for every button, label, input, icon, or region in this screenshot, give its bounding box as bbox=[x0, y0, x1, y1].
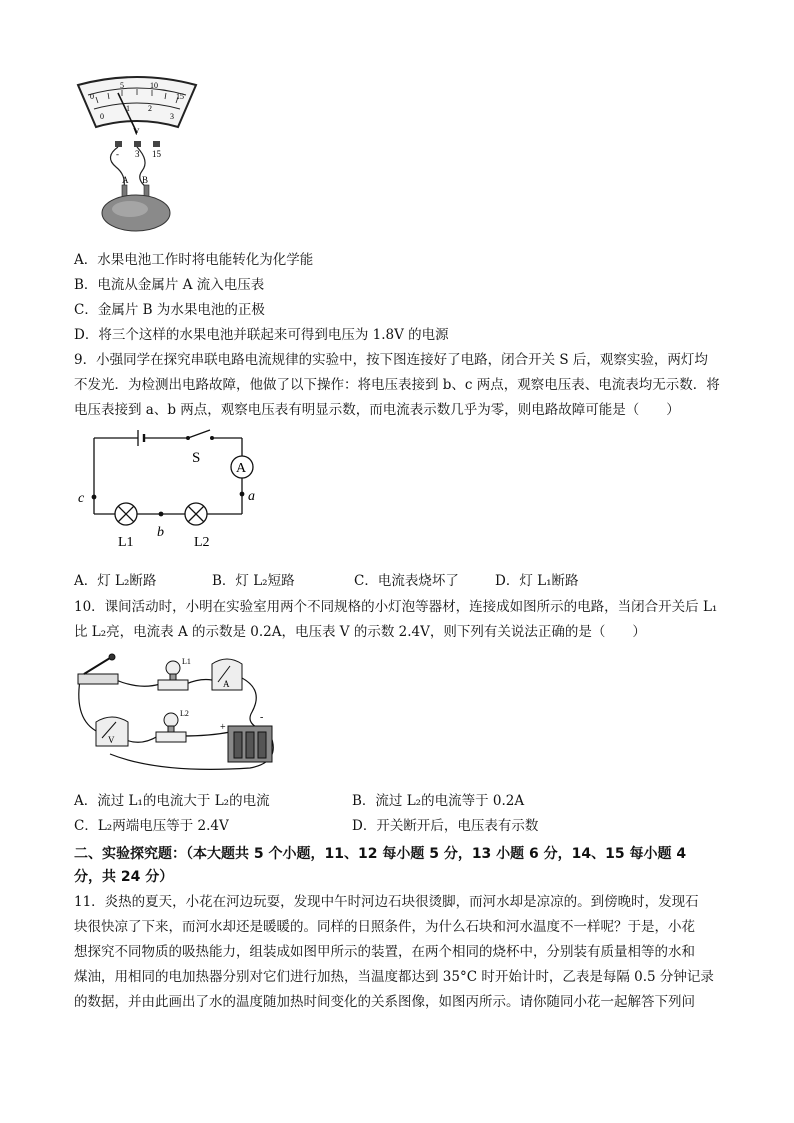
voltmeter-bottom-scale-3: 3 bbox=[170, 112, 174, 121]
battery-plus-label: + bbox=[220, 722, 226, 733]
q9-option-b: B．灯 L₂短路 bbox=[212, 573, 295, 589]
q9-stem-line-2: 不发光．为检测出电路故障，他做了以下操作：将电压表接到 b、c 两点，观察电压表、电流表均无示数．将 bbox=[74, 377, 720, 393]
q9-option-c: C．电流表烧坏了 bbox=[354, 573, 459, 589]
q10-stem-line-2: 比 L₂亮，电流表 A 的示数是 0.2A，电压表 V 的示数 2.4V，则下列有关说法正确的是（ ） bbox=[74, 624, 646, 640]
q10-option-b: B．流过 L₂的电流等于 0.2A bbox=[352, 793, 525, 809]
q9-option-a: A．灯 L₂断路 bbox=[74, 573, 157, 589]
voltmeter-top-scale-10: 10 bbox=[150, 81, 158, 90]
q11-line-5: 的数据，并由此画出了水的温度随加热时间变化的关系图像，如图丙所示。请你随同小花一起解答下列问 bbox=[74, 994, 695, 1010]
lamp-l1-label: L1 bbox=[118, 535, 134, 550]
switch-label: S bbox=[192, 450, 201, 466]
q11-line-2: 块很快凉了下来，而河水却还是暖暖的。同样的日照条件，为什么石块和河水温度不一样呢？于是，小花 bbox=[74, 919, 695, 935]
terminal-minus-label: - bbox=[116, 149, 119, 159]
q11-line-1: 11．炎热的夏天，小花在河边玩耍，发现中午时河边石块很烫脚，而河水却是凉凉的。到傍晚时，发现石 bbox=[74, 894, 699, 910]
lamp-l2-tag: L2 bbox=[180, 709, 189, 718]
point-a-label: a bbox=[248, 489, 255, 504]
point-b-label: b bbox=[157, 525, 164, 540]
q10-option-d: D．开关断开后，电压表有示数 bbox=[352, 818, 539, 834]
section2-heading-line-2: 分，共 24 分） bbox=[74, 869, 174, 885]
voltmeter-top-scale-15: 15 bbox=[176, 92, 184, 101]
q8-option-c: C．金属片 B 为水果电池的正极 bbox=[74, 302, 265, 318]
ammeter-tag: A bbox=[223, 679, 230, 689]
q8-option-a: A．水果电池工作时将电能转化为化学能 bbox=[74, 252, 314, 268]
q11-line-3: 想探究不同物质的吸热能力，组装成如图甲所示的装置，在两个相同的烧杯中，分别装有质量相等的水和 bbox=[74, 944, 695, 960]
voltmeter-bottom-scale-1: 1 bbox=[126, 104, 130, 113]
q10-option-a: A．流过 L₁的电流大于 L₂的电流 bbox=[74, 793, 270, 809]
q9-series-circuit-diagram bbox=[70, 428, 270, 558]
q10-physical-circuit-figure bbox=[70, 650, 280, 780]
battery-minus-label: - bbox=[260, 712, 264, 723]
q8-option-d: D．将三个这样的水果电池并联起来可得到电压为 1.8V 的电源 bbox=[74, 327, 449, 343]
voltmeter-unit-label: V bbox=[133, 127, 140, 137]
voltmeter-tag: V bbox=[108, 735, 115, 745]
section2-heading-line-1: 二、实验探究题：（本大题共 5 个小题，11、12 每小题 5 分，13 小题 6 分，14、15 每小题 4 bbox=[74, 846, 687, 862]
voltmeter-fruit-battery-figure bbox=[70, 75, 205, 235]
q11-line-4: 煤油，用相同的电加热器分别对它们进行加热，当温度都达到 35°C 时开始计时，乙表是每隔 0.5 分钟记录 bbox=[74, 969, 714, 985]
voltmeter-bottom-scale-2: 2 bbox=[148, 104, 152, 113]
point-c-label: c bbox=[78, 491, 85, 506]
q8-option-b: B．电流从金属片 A 流入电压表 bbox=[74, 277, 265, 293]
q9-option-d: D．灯 L₁断路 bbox=[495, 573, 579, 589]
electrode-a-label: A bbox=[122, 175, 129, 185]
q10-option-c: C．L₂两端电压等于 2.4V bbox=[74, 818, 229, 834]
voltmeter-top-scale-5: 5 bbox=[120, 81, 124, 90]
ammeter-label: A bbox=[236, 461, 247, 476]
q9-stem-line-3: 电压表接到 a、b 两点，观察电压表有明显示数，而电流表示数几乎为零，则电路故障可能是（ ） bbox=[74, 402, 680, 418]
lamp-l1-tag: L1 bbox=[182, 657, 191, 666]
lamp-l2-label: L2 bbox=[194, 535, 210, 550]
q10-stem-line-1: 10．课间活动时，小明在实验室用两个不同规格的小灯泡等器材，连接成如图所示的电路，当闭合开关后 L₁ bbox=[74, 599, 718, 615]
knife-switch bbox=[78, 654, 118, 684]
battery-box bbox=[228, 726, 272, 762]
electrode-b-label: B bbox=[142, 175, 149, 185]
terminal-3-label: 3 bbox=[135, 149, 140, 159]
voltmeter-top-scale-0: 0 bbox=[90, 92, 94, 101]
voltmeter-bottom-scale-0: 0 bbox=[100, 112, 104, 121]
terminal-15-label: 15 bbox=[152, 149, 161, 159]
q9-stem-line-1: 9．小强同学在探究串联电路电流规律的实验中，按下图连接好了电路，闭合开关 S 后，观察实验，两灯均 bbox=[74, 352, 708, 368]
